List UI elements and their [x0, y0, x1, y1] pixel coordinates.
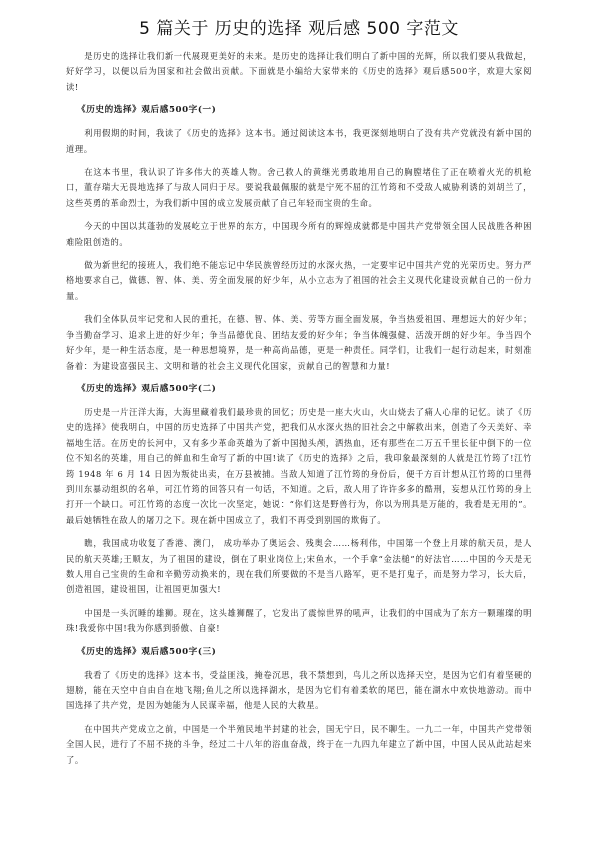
document-title: 5 篇关于 历史的选择 观后感 500 字范文: [139, 19, 459, 39]
intro-paragraph: 是历史的选择让我们新一代展现更美好的未来。是历史的选择让我们明白了新中国的光辉，所以我们要从我做起，好好学习，以便以后为国家和社会做出贡献。下面就是小编给大家带来的《历史的选择》观后感500字，欢迎大家阅读!: [66, 51, 532, 92]
body-paragraph: 在中国共产党成立之前，中国是一个半殖民地半封建的社会，国无宁日，民不聊生。一九二一年，中国共产党带领全国人民，进行了不屈不挠的斗争，经过二十八年的浴血奋战，终于在一九四九年建立了新中国，中国人民从此站起来了。: [66, 723, 532, 765]
section-heading: 《历史的选择》观后感500字(二): [77, 383, 217, 394]
section-heading: 《历史的选择》观后感500字(三): [77, 646, 217, 657]
section-3: [66, 645, 532, 768]
body-paragraph: 历史是一片汪洋大海，大海里藏着我们最珍贵的回忆；历史是一座大火山，火山烧去了痛人心扉的记忆。读了《历史的选择》使我明白，中国的历史选择了中国共产党，把我们从水深火热的旧社会之中解救出来，创造了今天美好、幸福地生活。在历史的长河中，又有多少革命英雄为了新中国抛头颅，洒热血，还有那些在二万五千里长征中倒下的一位位不知名的英雄，用自己的鲜血和生命写了新的中国!读了《历史的选择》之后，我印象最深刻的人就是江竹筠了!江竹筠 1948 年 6 月 14 日因为叛徒出卖，在万县被捕。当敌人知道了江竹筠的身份后，便千方百计想从江竹筠的口里得到川东暴动组织的名单，可江竹筠的回答只有一句话，不知道。之后，敌人用了许许多多的酷刑，妄想从江竹筠的身上打开一个缺口。可江竹筠的态度一次比一次坚定，她说：“你们这是野兽行为，你以为刑具是万能的，我看是无用的”。最后她牺牲在敌人的屠刀之下。现在新中国成立了，我们不再受到别国的欺侮了。: [66, 406, 532, 525]
section-heading: 《历史的选择》观后感500字(一): [77, 105, 217, 116]
body-paragraph: 今天的中国以其蓬勃的发展屹立于世界的东方，中国现今所有的辉煌成就都是中国共产党带领全国人民战胜各种困难险阻创造的。: [66, 221, 532, 247]
section-2: [66, 382, 532, 637]
section-1: [66, 103, 532, 374]
body-paragraph: 我们全体队员牢记党和人民的重托，在德、智、体、美、劳等方面全面发展，争当热爱祖国、理想远大的好少年；争当勤奋学习、追求上进的好少年；争当品德优良、团结友爱的好少年；争当体魄强健、活泼开朗的好少年。争当四个好少年，是一种生活态度，是一种思想境界，是一种高尚品德，更是一种责任。同学们，让我们一起行动起来，时刻准备着：为建设富强民主、文明和谐的社会主义现代化国家，贡献自己的智慧和力量!: [66, 314, 532, 371]
body-paragraph: 瞧，我国成功收复了香港、澳门， 成功举办了奥运会、残奥会……杨利伟，中国第一个登上月球的航天员，是人民的航天英雄;王顺友，为了祖国的建设，倒在了职业岗位上;宋鱼水，一个手拿“金法槌”的好法官……中国的今天是无数人用自己宝贵的生命和辛勤劳动换来的，现在我们所要做的不是当八路军，更不是打鬼子，而是努力学习，长大后，创造祖国，建设祖国，让祖国更加强大!: [66, 538, 532, 595]
body-paragraph: 利用假期的时间，我读了《历史的选择》这本书。通过阅读这本书，我更深刻地明白了没有共产党就没有新中国的道理。: [66, 128, 532, 154]
body-paragraph: 做为新世纪的接班人，我们绝不能忘记中华民族曾经历过的水深火热，一定要牢记中国共产党的光荣历史。努力严格地要求自己，做德、智、体、美、劳全面发展的好少年，从小立志为了祖国的社会主义现代化建设贡献自己的一份力量。: [66, 260, 532, 301]
body-paragraph: 我看了《历史的选择》这本书，受益匪浅，掩卷沉思，我不禁想到，鸟儿之所以选择天空，是因为它们有着坚硬的翅膀，能在天空中自由自在地飞翔;鱼儿之所以选择湖水，是因为它们有着柔软的尾巴，能在湖水中欢快地游动。而中国选择了共产党，是因为她能为人民谋幸福，他是人民的大救星。: [66, 669, 532, 711]
body-paragraph: 中国是一头沉睡的雄狮。现在，这头雄狮醒了，它发出了震惊世界的吼声，让我们的中国成为了东方一颗璀璨的明珠!我爱你中国!我为你感到骄傲、自豪!: [66, 607, 532, 634]
body-paragraph: 在这本书里，我认识了许多伟大的英雄人物。舍己救人的黄继光勇敢地用自己的胸膛堵住了正在喷着火光的机枪口，董存瑞大无畏地选择了与敌人同归于尽。要说我最佩服的就是宁死不屈的江竹筠和不受敌人威胁利诱的刘胡兰了，这些英勇的革命烈士，为我们新中国的成立发展贡献了自己年轻而宝贵的生命。: [66, 167, 532, 208]
